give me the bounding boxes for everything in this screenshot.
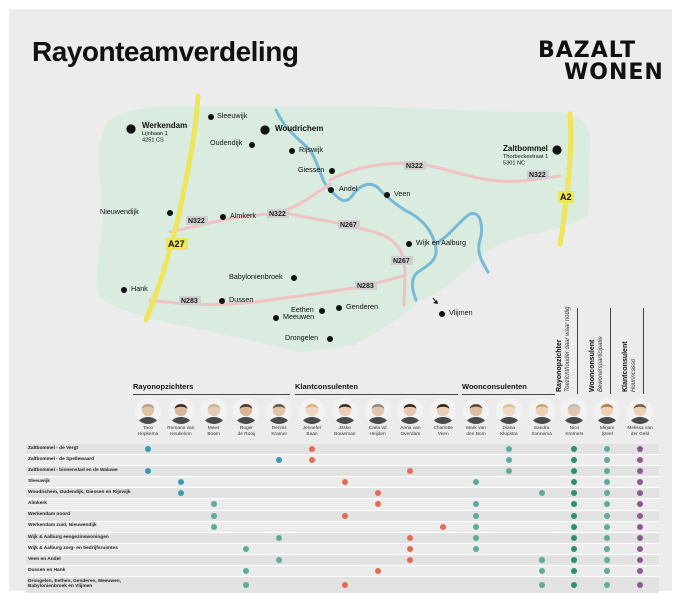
row-label: Almkerk [28,501,47,507]
team-member [492,398,526,437]
group-header: Klantconsulenten [295,382,358,391]
group-header: Rayonopzichters [133,382,194,391]
place-address: 5301 NC [503,160,526,167]
highway-label: A27 [168,239,185,249]
table-row [26,511,659,522]
assignment-dot [506,468,512,474]
place-dot [167,210,173,216]
assignment-dot [375,490,381,496]
assignment-dot [571,546,577,552]
assignment-dot [276,457,282,463]
assignment-dot [571,557,577,563]
assignment-dot [604,546,610,552]
assignment-dot [637,546,643,552]
place-dot [336,305,342,311]
assignment-dot [375,568,381,574]
assignment-dot [637,535,643,541]
member-name: Nico Kremers [565,426,584,437]
assignment-dot [243,568,249,574]
arrow-icon [433,298,438,304]
row-label: Sleeuwijk [28,479,50,485]
group-underline [133,394,290,395]
team-member [262,398,296,437]
table-row [26,544,659,555]
row-label: Wijk & Aalburg eengezinswoningen [28,534,109,540]
place-dot [208,114,214,120]
team-member [229,398,263,437]
assignment-dot [506,457,512,463]
place-dot [327,336,333,342]
assignment-dot [571,535,577,541]
assignment-dot [342,513,348,519]
avatar [496,398,522,424]
role-subtitle: Toezichthouder daar waar nodig [565,306,571,392]
assignment-dot [637,457,643,463]
member-name: Jitske Bouwman [334,426,356,437]
table-row [26,522,659,533]
place-dot [328,187,334,193]
assignment-dot [473,535,479,541]
avatar [201,398,227,424]
place-label: Vlijmen [449,308,473,317]
table-row [26,444,659,455]
table-row [26,499,659,510]
assignment-dot [506,446,512,452]
assignment-dot [539,490,545,496]
assignment-dot [571,582,577,588]
avatar [594,398,620,424]
avatar [430,398,456,424]
row-label: Woudrichem, Oudendijk, Giessen en Rijswijk [28,490,131,496]
avatar [168,398,194,424]
assignment-dot [243,546,249,552]
assignment-dot [637,513,643,519]
road-label: N283 [181,298,198,305]
assignment-dot [276,557,282,563]
assignment-dot [407,546,413,552]
assignment-dot [604,468,610,474]
row-label: Zaltbommel - de Vergt [28,445,79,451]
row-label: Dussen en Hank [28,567,66,573]
assignment-dot [407,535,413,541]
assignment-dot [637,568,643,574]
assignment-dot [637,490,643,496]
row-label: Zaltbommel - de Spellewaard [28,456,95,462]
row-label: Werkendam noord [28,512,71,518]
member-name: Mees Boom [207,426,220,437]
place-dot [260,125,269,134]
role-title: Klantconsulent [622,341,629,392]
avatar [266,398,292,424]
place-dot [289,148,295,154]
place-label: Sleeuwijk [217,111,248,120]
role-header-line [610,308,611,394]
table-row [26,477,659,488]
place-address: 4251 CS [142,137,164,144]
page-title: Rayonteamverdeling [32,36,299,67]
place-dot [249,142,255,148]
assignment-dot [637,524,643,530]
place-label: Drongelen [285,333,319,342]
place-label: Babylonienbroek [229,272,283,281]
place-label: Eethen [291,305,314,314]
place-label: Genderen [346,302,378,311]
assignment-dot [243,582,249,588]
road-label: N322 [269,211,286,218]
assignment-dot [211,513,217,519]
place-label: Werkendam [142,121,188,130]
road-label: N322 [406,163,423,170]
place-label: Veen [394,189,411,198]
assignment-dot [637,582,643,588]
avatar [135,398,161,424]
role-title: Woonconsulent [589,339,596,392]
assignment-dot [637,479,643,485]
table-row [26,577,659,594]
assignment-dot [571,501,577,507]
road-label: N322 [529,172,546,179]
assignment-dot [604,524,610,530]
assignment-dot [571,479,577,485]
role-header-line [643,308,644,394]
assignment-dot [473,501,479,507]
place-dot [219,298,225,304]
assignment-dot [604,479,610,485]
table-row [26,455,659,466]
member-name: Taco Hepkema [137,426,159,437]
assignment-dot [276,535,282,541]
assignment-dot [637,446,643,452]
assignment-dot [539,557,545,563]
member-name: Diana Klopstra [499,426,518,437]
assignment-dot [604,446,610,452]
assignment-dot [604,582,610,588]
assignment-dot [637,501,643,507]
assignment-dot [539,568,545,574]
team-member [164,398,198,437]
assignment-dot [604,513,610,519]
place-dot [384,192,390,198]
avatar [627,398,653,424]
row-label: Zaltbommel - binnenstad en de Waluwe [28,467,118,473]
role-subtitle: Huurincasso [631,358,637,392]
team-member [426,398,460,437]
place-dot [319,308,325,314]
team-member [393,398,427,437]
assignment-dot [571,524,577,530]
place-label: Giessen [298,165,325,174]
place-dot [552,145,561,154]
table-row [26,466,659,477]
assignment-dot [473,513,479,519]
assignment-dot [309,457,315,463]
assignment-dot [309,446,315,452]
place-label: Almkerk [230,211,256,220]
assignment-dot [539,582,545,588]
place-label: Rijswijk [299,145,323,154]
place-address: Thorbeckestraat 1 [503,154,549,160]
assignment-dot [473,546,479,552]
avatar [561,398,587,424]
group-underline [462,394,555,395]
place-label: Andel [339,184,358,193]
assignment-dot [407,468,413,474]
place-label: Zaltbommel [503,144,548,153]
assignment-dot [178,490,184,496]
team-member [197,398,231,437]
place-dot [273,315,279,321]
role-subtitle: Bewonersparticipatie [598,336,604,392]
avatar [397,398,423,424]
group-underline [295,394,458,395]
table-row [26,555,659,566]
place-label: Oudendijk [210,138,243,147]
assignment-dot [571,468,577,474]
assignment-dot [145,446,151,452]
place-label: Dussen [229,295,254,304]
logo-line-2: WONEN [564,60,664,85]
assignment-dot [211,524,217,530]
member-name: Anna van Overdam [400,426,421,437]
place-label: Wijk en Aalburg [416,238,466,247]
role-header-line [577,308,578,394]
assignment-dot [637,468,643,474]
team-member [525,398,559,437]
place-label: Meeuwen [283,312,315,321]
member-name: Jennefer Baan [302,426,322,437]
road-label: N322 [188,218,205,225]
assignment-table [26,444,659,594]
place-address: Lijnbaan 1 [142,131,168,137]
assignment-dot [473,524,479,530]
road-label: N283 [357,283,374,290]
member-name: Melissa van der Geld [627,426,653,437]
avatar [529,398,555,424]
assignment-dot [342,582,348,588]
member-name: Carla vd Heijden [368,426,387,437]
team-member [459,398,493,437]
place-dot [220,214,226,220]
avatar [332,398,358,424]
table-row [26,533,659,544]
place-label: Hank [131,284,148,293]
place-dot [406,241,412,247]
logo-line-1: BAZALT [538,38,637,63]
assignment-dot [604,535,610,541]
assignment-dot [604,557,610,563]
place-label: Nieuwendijk [100,207,139,216]
assignment-dot [440,524,446,530]
team-member [295,398,329,437]
assignment-dot [571,513,577,519]
member-name: Sandra Sonnema [531,426,552,437]
assignment-dot [571,490,577,496]
place-dot [291,275,297,281]
member-name: Dennis Kramer [271,426,288,437]
member-name: Mark van den Bom [466,426,486,437]
assignment-dot [342,479,348,485]
row-label: Drongelen, Eethen, Genderen, Meeuwen, Babylonienbroek en Vlijmen [28,578,122,589]
member-name: Mirjam Ijzeel [599,426,615,437]
assignment-dot [211,501,217,507]
assignment-dot [604,568,610,574]
table-row [26,488,659,499]
assignment-dot [145,468,151,474]
row-label: Wijk & Aalburg zorg- en bedrijfsruimtes [28,545,118,551]
highway-label: A2 [560,192,572,202]
assignment-dot [375,501,381,507]
avatar [299,398,325,424]
assignment-dot [473,479,479,485]
place-dot [329,168,335,174]
road-label: N267 [393,258,410,265]
team-member [131,398,165,437]
member-name: Charlotte Veen [433,426,453,437]
assignment-dot [637,557,643,563]
avatar [365,398,391,424]
team-member [328,398,362,437]
place-dot [439,311,445,317]
assignment-dot [604,501,610,507]
assignment-dot [571,446,577,452]
table-row [26,566,659,577]
place-dot [121,287,127,293]
role-title: Rayonopzichter [556,339,563,392]
row-label: Werkendam zuid, Nieuwendijk [28,523,97,529]
team-member [557,398,591,437]
team-member [590,398,624,437]
assignment-dot [407,557,413,563]
member-name: Roger de Rooij [237,426,256,437]
avatar [233,398,259,424]
place-dot [126,124,135,133]
assignment-dot [604,490,610,496]
assignment-dot [178,479,184,485]
assignment-dot [604,457,610,463]
assignment-dot [571,457,577,463]
team-member [361,398,395,437]
assignment-dot [571,568,577,574]
avatar [463,398,489,424]
member-name: Romano van Heukelum [167,426,195,437]
team-member [623,398,657,437]
road-label: N267 [340,222,357,229]
group-header: Woonconsulenten [462,382,527,391]
row-label: Veen en Andel [28,556,61,562]
place-label: Woudrichem [275,124,324,133]
